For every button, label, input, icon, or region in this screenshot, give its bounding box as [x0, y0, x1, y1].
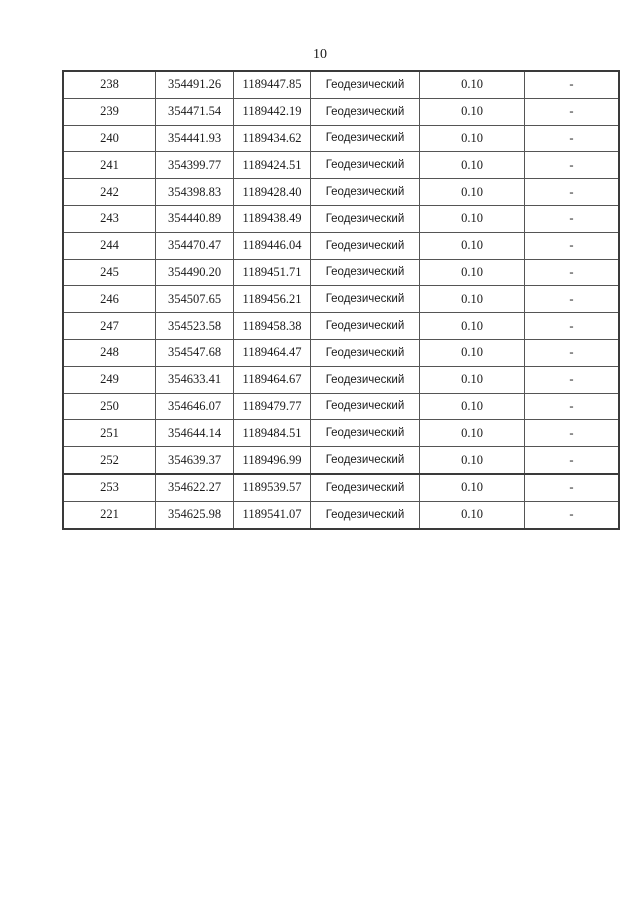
table-row: [63, 366, 619, 393]
x-coordinate-cell: 354646.07: [156, 393, 234, 420]
x-coordinate-cell: 354625.98: [156, 501, 234, 528]
accuracy-cell: 0.10: [420, 447, 525, 474]
page-number: 10: [313, 47, 327, 62]
note-cell: -: [525, 366, 620, 393]
method-cell: Геодезический: [311, 71, 420, 98]
method-cell: Геодезический: [311, 339, 420, 366]
y-coordinate-cell: 1189428.40: [234, 179, 311, 206]
note-cell: -: [525, 259, 620, 286]
note-cell: -: [525, 393, 620, 420]
method-cell: Геодезический: [311, 393, 420, 420]
table-row: [63, 232, 619, 259]
accuracy-cell: 0.10: [420, 259, 525, 286]
accuracy-cell: 0.10: [420, 286, 525, 313]
y-coordinate-cell: 1189438.49: [234, 205, 311, 232]
y-coordinate-cell: 1189458.38: [234, 313, 311, 340]
note-cell: -: [525, 71, 620, 98]
method-cell: Геодезический: [311, 474, 420, 501]
method-cell: Геодезический: [311, 125, 420, 152]
accuracy-cell: 0.10: [420, 71, 525, 98]
x-coordinate-cell: 354440.89: [156, 205, 234, 232]
coordinates-table-body: [63, 71, 619, 529]
point-number-cell: 239: [63, 98, 156, 125]
method-cell: Геодезический: [311, 98, 420, 125]
method-cell: Геодезический: [311, 179, 420, 206]
point-number-cell: 247: [63, 313, 156, 340]
y-coordinate-cell: 1189496.99: [234, 447, 311, 474]
method-cell: Геодезический: [311, 152, 420, 179]
x-coordinate-cell: 354399.77: [156, 152, 234, 179]
accuracy-cell: 0.10: [420, 179, 525, 206]
accuracy-cell: 0.10: [420, 420, 525, 447]
point-number-cell: 241: [63, 152, 156, 179]
x-coordinate-cell: 354644.14: [156, 420, 234, 447]
y-coordinate-cell: 1189464.47: [234, 339, 311, 366]
accuracy-cell: 0.10: [420, 98, 525, 125]
point-number-cell: 246: [63, 286, 156, 313]
point-number-cell: 242: [63, 179, 156, 206]
x-coordinate-cell: 354491.26: [156, 71, 234, 98]
note-cell: -: [525, 474, 620, 501]
table-row: [63, 125, 619, 152]
point-number-cell: 249: [63, 366, 156, 393]
point-number-cell: 252: [63, 447, 156, 474]
x-coordinate-cell: 354507.65: [156, 286, 234, 313]
table-row: [63, 474, 619, 501]
method-cell: Геодезический: [311, 232, 420, 259]
y-coordinate-cell: 1189484.51: [234, 420, 311, 447]
note-cell: -: [525, 205, 620, 232]
method-cell: Геодезический: [311, 313, 420, 340]
table-row: [63, 152, 619, 179]
table-row: [63, 501, 619, 528]
note-cell: -: [525, 179, 620, 206]
table-row: [63, 71, 619, 98]
x-coordinate-cell: 354441.93: [156, 125, 234, 152]
note-cell: -: [525, 232, 620, 259]
table-row: [63, 259, 619, 286]
coordinates-table: [62, 70, 620, 530]
method-cell: Геодезический: [311, 420, 420, 447]
x-coordinate-cell: 354398.83: [156, 179, 234, 206]
point-number-cell: 221: [63, 501, 156, 528]
y-coordinate-cell: 1189451.71: [234, 259, 311, 286]
point-number-cell: 251: [63, 420, 156, 447]
table-row: [63, 179, 619, 206]
note-cell: -: [525, 501, 620, 528]
table-row: [63, 420, 619, 447]
table-row: [63, 339, 619, 366]
x-coordinate-cell: 354622.27: [156, 474, 234, 501]
x-coordinate-cell: 354633.41: [156, 366, 234, 393]
accuracy-cell: 0.10: [420, 205, 525, 232]
y-coordinate-cell: 1189434.62: [234, 125, 311, 152]
point-number-cell: 245: [63, 259, 156, 286]
y-coordinate-cell: 1189479.77: [234, 393, 311, 420]
note-cell: -: [525, 98, 620, 125]
accuracy-cell: 0.10: [420, 474, 525, 501]
method-cell: Геодезический: [311, 205, 420, 232]
table-row: [63, 286, 619, 313]
note-cell: -: [525, 447, 620, 474]
x-coordinate-cell: 354639.37: [156, 447, 234, 474]
method-cell: Геодезический: [311, 259, 420, 286]
accuracy-cell: 0.10: [420, 232, 525, 259]
point-number-cell: 243: [63, 205, 156, 232]
y-coordinate-cell: 1189541.07: [234, 501, 311, 528]
note-cell: -: [525, 313, 620, 340]
y-coordinate-cell: 1189539.57: [234, 474, 311, 501]
note-cell: -: [525, 420, 620, 447]
table-row: [63, 98, 619, 125]
accuracy-cell: 0.10: [420, 339, 525, 366]
table-row: [63, 205, 619, 232]
table-row: [63, 447, 619, 474]
x-coordinate-cell: 354470.47: [156, 232, 234, 259]
table-row: [63, 393, 619, 420]
note-cell: -: [525, 125, 620, 152]
point-number-cell: 240: [63, 125, 156, 152]
method-cell: Геодезический: [311, 286, 420, 313]
accuracy-cell: 0.10: [420, 152, 525, 179]
x-coordinate-cell: 354471.54: [156, 98, 234, 125]
accuracy-cell: 0.10: [420, 125, 525, 152]
y-coordinate-cell: 1189464.67: [234, 366, 311, 393]
y-coordinate-cell: 1189456.21: [234, 286, 311, 313]
x-coordinate-cell: 354523.58: [156, 313, 234, 340]
note-cell: -: [525, 339, 620, 366]
table-row: [63, 313, 619, 340]
point-number-cell: 244: [63, 232, 156, 259]
method-cell: Геодезический: [311, 501, 420, 528]
x-coordinate-cell: 354490.20: [156, 259, 234, 286]
accuracy-cell: 0.10: [420, 393, 525, 420]
note-cell: -: [525, 152, 620, 179]
method-cell: Геодезический: [311, 447, 420, 474]
accuracy-cell: 0.10: [420, 366, 525, 393]
point-number-cell: 250: [63, 393, 156, 420]
y-coordinate-cell: 1189447.85: [234, 71, 311, 98]
note-cell: -: [525, 286, 620, 313]
point-number-cell: 238: [63, 71, 156, 98]
point-number-cell: 253: [63, 474, 156, 501]
point-number-cell: 248: [63, 339, 156, 366]
y-coordinate-cell: 1189442.19: [234, 98, 311, 125]
coordinates-table-container: [62, 70, 611, 530]
accuracy-cell: 0.10: [420, 501, 525, 528]
x-coordinate-cell: 354547.68: [156, 339, 234, 366]
method-cell: Геодезический: [311, 366, 420, 393]
y-coordinate-cell: 1189446.04: [234, 232, 311, 259]
y-coordinate-cell: 1189424.51: [234, 152, 311, 179]
accuracy-cell: 0.10: [420, 313, 525, 340]
